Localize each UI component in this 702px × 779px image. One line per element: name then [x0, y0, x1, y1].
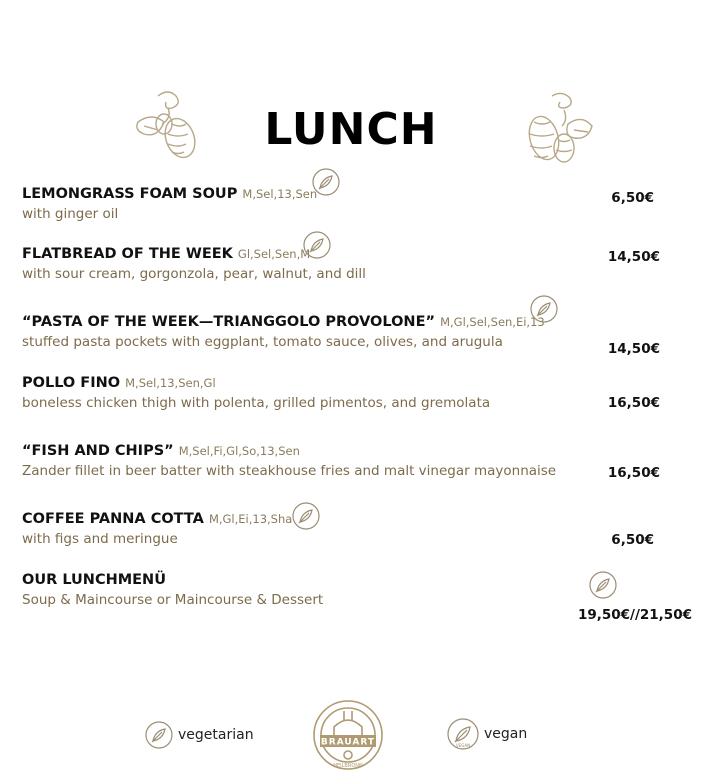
svg-text:VEGAN: VEGAN [455, 743, 471, 748]
vegetarian-icon [311, 167, 341, 197]
hops-icon-right [516, 88, 598, 172]
item-name: “PASTA OF THE WEEK—TRIANGGOLO PROVOLONE” [22, 314, 436, 330]
vegetarian-legend-label: vegetarian [178, 727, 254, 743]
item-price: 16,50€ [607, 395, 660, 411]
item-description: Soup & Maincourse or Maincourse & Dessert [22, 592, 324, 608]
item-name: POLLO FINO [22, 375, 121, 391]
menu-item [22, 375, 490, 411]
item-description: boneless chicken thigh with polenta, grilled pimentos, and gremolata [22, 395, 491, 411]
item-price: 16,50€ [607, 465, 660, 481]
vegetarian-icon [291, 501, 321, 531]
item-allergens: M,Gl,Ei,13,Sha [208, 512, 293, 526]
vegetarian-legend-icon [144, 720, 174, 750]
item-description: with sour cream, gorgonzola, pear, walnut, and dill [22, 266, 366, 282]
item-description: with ginger oil [22, 206, 119, 222]
item-description: stuffed pasta pockets with eggplant, tomato sauce, olives, and arugula [22, 334, 503, 350]
vegetarian-icon [588, 570, 618, 600]
item-allergens: M,Sel,13,Sen [242, 187, 318, 201]
menu-item [22, 511, 292, 547]
brauart-logo [310, 697, 386, 773]
vegan-legend-icon [446, 717, 480, 751]
item-name: COFFEE PANNA COTTA [22, 511, 204, 527]
vegetarian-icon [302, 230, 332, 260]
item-price: 14,50€ [607, 341, 660, 357]
hops-icon-left [128, 86, 208, 166]
item-price: 6,50€ [611, 190, 654, 206]
menu-item [22, 443, 556, 479]
logo-text: BRAUART [320, 737, 376, 748]
menu-item [22, 314, 545, 350]
item-price: 14,50€ [607, 249, 660, 265]
vegan-legend-label: vegan [484, 726, 528, 742]
item-price: 19,50€//21,50€ [577, 607, 692, 623]
item-allergens: Gl,Sel,Sen,M [237, 247, 311, 261]
item-description: Zander fillet in beer batter with steakhouse fries and malt vinegar mayonnaise [22, 463, 557, 479]
item-allergens: M,Gl,Sel,Sen,Ei,13 [440, 315, 545, 329]
item-name: LEMONGRASS FOAM SOUP [22, 186, 238, 202]
menu-item [22, 186, 317, 222]
vegetarian-icon [529, 294, 559, 324]
logo-subtext: HEILBRONN [333, 763, 363, 769]
item-allergens: M,Sel,13,Sen,Gl [125, 376, 216, 390]
item-price: 6,50€ [611, 532, 654, 548]
item-name: FLATBREAD OF THE WEEK [22, 246, 233, 262]
item-name: OUR LUNCHMENÜ [22, 572, 166, 588]
item-allergens: M,Sel,Fi,Gl,So,13,Sen [178, 444, 300, 458]
item-description: with figs and meringue [22, 531, 178, 547]
page-title: LUNCH [264, 104, 438, 155]
item-name: “FISH AND CHIPS” [22, 443, 174, 459]
menu-item [22, 572, 323, 608]
